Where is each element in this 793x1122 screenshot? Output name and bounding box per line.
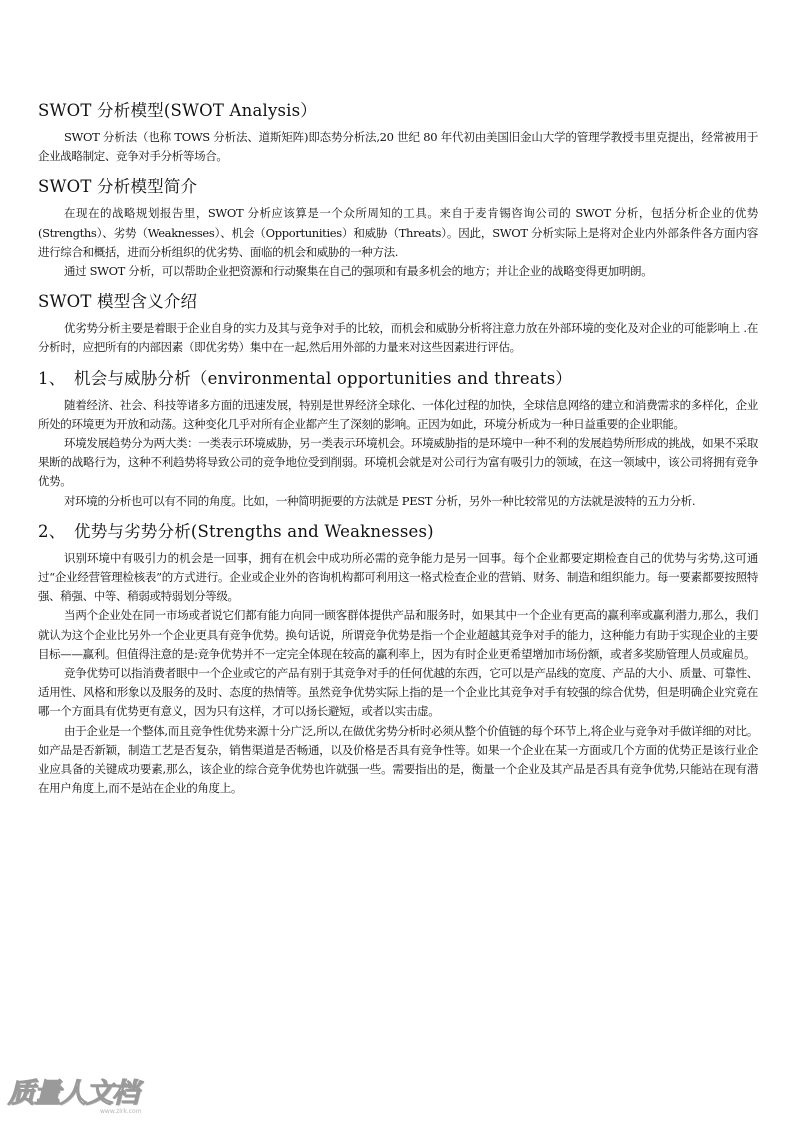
section-title-opportunities-threats [38, 368, 758, 390]
paragraph: 在现在的战略规划报告里，SWOT 分析应该算是一个众所周知的工具。来自于麦肯锡咨询公司的 SWOT 分析，包括分析企业的优势(Strengths）、劣势（Weaknesses）、机会（Opportunities）和威胁（Threats）。因此，SWOT 分析实际上是将对企业内外部条件各方面内容进行综合和概括，进而分析组织的优劣势、面临的机会和威胁的一种方法. [38, 206, 758, 259]
watermark-url: www.zlrk.com [100, 1108, 142, 1115]
paragraph: 竞争优势可以指消费者眼中一个企业或它的产品有别于其竞争对手的任何优越的东西，它可以是产品线的宽度、产品的大小、质量、可靠性、适用性、风格和形象以及服务的及时、态度的热情等。虽然竞争优势实际上指的是一个企业比其竞争对手有较强的综合优势，但是明确企业究竟在哪一个方面具有优势更有意义，因为只有这样，才可以扬长避短，或者以实击虚。 [38, 666, 758, 719]
paragraph: 通过 SWOT 分析，可以帮助企业把资源和行动聚集在自己的强项和有最多机会的地方；并让企业的战略变得更加明朗。 [64, 264, 653, 279]
watermark-logo [8, 1078, 158, 1118]
section-number: 1、 [38, 368, 66, 388]
paragraph: 随着经济、社会、科技等诸多方面的迅速发展，特别是世界经济全球化、一体化过程的加快，全球信息网络的建立和消费需求的多样化，企业所处的环境更为开放和动荡。这种变化几乎对所有企业都产生了深刻的影响。正因为如此，环境分析成为一种日益重要的企业职能。 [38, 397, 758, 431]
paragraph: 对环境的分析也可以有不同的角度。比如，一种简明扼要的方法就是 PEST 分析，另外一种比较常见的方法就是波特的五力分析. [64, 493, 696, 508]
paragraph: 识别环境中有吸引力的机会是一回事，拥有在机会中成功所必需的竞争能力是另一回事。每个企业都要定期检查自己的优势与劣势,这可通过“企业经营管理检核表”的方式进行。企业或企业外的咨询机构都可利用这一格式检查企业的营销、财务、制造和组织能力。每一要素都要按照特强、稍强、中等、稍弱或特弱划分等级。 [38, 550, 758, 604]
paragraph: 由于企业是一个整体,而且竞争性优势来源十分广泛,所以,在做优劣势分析时必须从整个价值链的每个环节上,将企业与竞争对手做详细的对比。如产品是否新颖，制造工艺是否复杂，销售渠道是否畅通，以及价格是否具有竞争性等。如果一个企业在某一方面或几个方面的优势正是该行业企业应具备的关键成功要素,那么，该企业的综合竞争优势也许就强一些。需要指出的是，衡量一个企业及其产品是否具有竞争优势,只能站在现有潜在用户角度上,而不是站在企业的角度上。 [38, 723, 758, 796]
section-number: 2、 [38, 521, 66, 541]
paragraph: 环境发展趋势分为两大类：一类表示环境威胁，另一类表示环境机会。环境威胁指的是环境中一种不利的发展趋势所形成的挑战，如果不采取果断的战略行为，这种不利趋势将导致公司的竞争地位受到削弱。环境机会就是对公司行为富有吸引力的领域，在这一领域中，该公司将拥有竞争优势。 [38, 436, 758, 489]
watermark-logo-text: 质量人文档 [8, 1078, 138, 1109]
section-title-swot-meaning: SWOT 模型含义介绍 [38, 292, 198, 312]
section-title-text: 机会与威胁分析（environmental opportunities and threats） [74, 368, 573, 388]
section-title-text: 优势与劣势分析(Strengths and Weaknesses) [74, 521, 434, 541]
section-title-swot-analysis: SWOT 分析模型(SWOT Analysis） [38, 101, 318, 120]
section-title-swot-intro: SWOT 分析模型简介 [38, 177, 198, 197]
paragraph: 当两个企业处在同一市场或者说它们都有能力向同一顾客群体提供产品和服务时，如果其中一个企业有更高的赢利率或赢利潜力,那么，我们就认为这个企业比另外一个企业更具有竞争优势。换句话说，所谓竞争优势是指一个企业超越其竞争对手的能力，这种能力有助于实现企业的主要目标——赢利。但值得注意的是:竞争优势并不一定完全体现在较高的赢利率上，因为有时企业更希望增加市场份额，或者多奖励管理人员或雇员。 [38, 608, 758, 661]
section-title-strengths-weaknesses [38, 521, 758, 543]
paragraph: 优劣势分析主要是着眼于企业自身的实力及其与竞争对手的比较，而机会和威胁分析将注意力放在外部环境的变化及对企业的可能影响上 .在分析时，应把所有的内部因素（即优劣势）集中在一起,然后用外部的力量来对这些因素进行评估。 [38, 321, 758, 355]
document-page [38, 100, 758, 798]
paragraph: SWOT 分析法（也称 TOWS 分析法、道斯矩阵)即态势分析法,20 世纪 80 年代初由美国旧金山大学的管理学教授韦里克提出，经常被用于企业战略制定、竞争对手分析等场合。 [38, 130, 758, 164]
